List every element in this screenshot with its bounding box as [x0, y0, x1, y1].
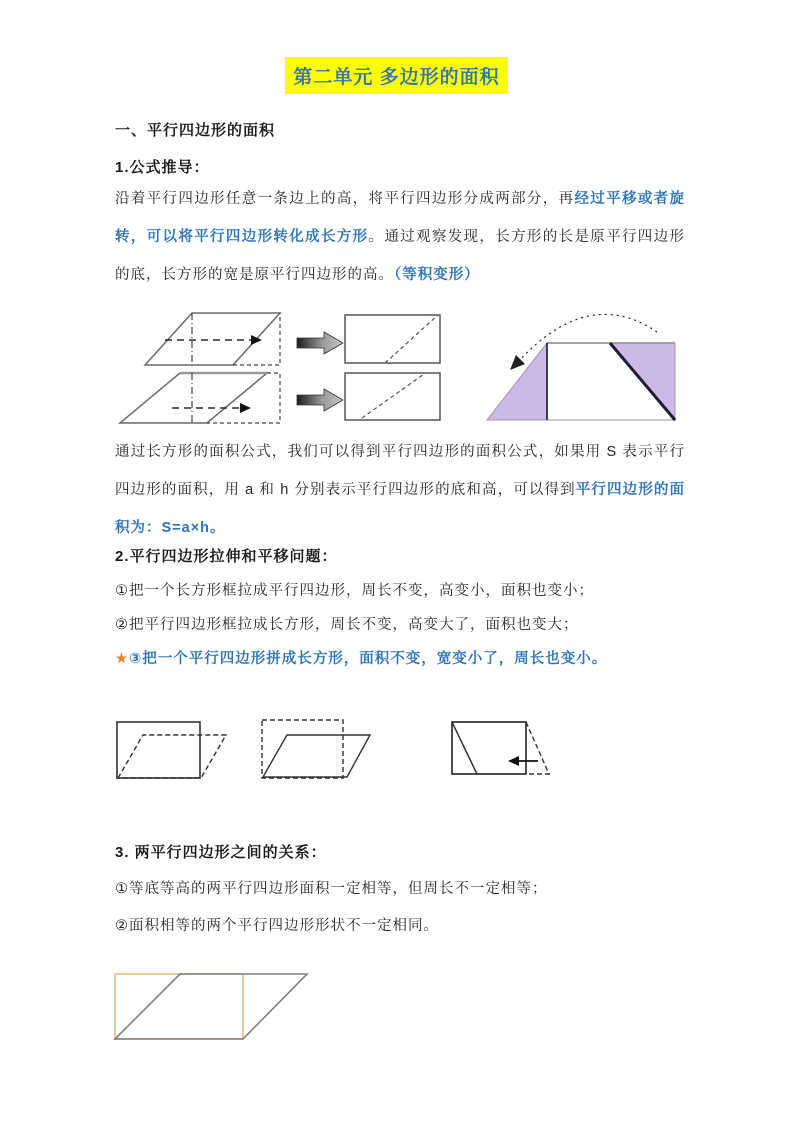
arrowhead-icon: [508, 756, 519, 766]
list-item-2: [115, 614, 715, 636]
text-segment: ①把一个长方形框拉成平行四边形，周长不变，高变小，面积也变小；: [115, 583, 594, 599]
subsection-heading-formula-derivation: 1.公式推导：: [115, 159, 210, 176]
result-rectangle-row1: [345, 315, 440, 363]
text-segment: ★: [115, 651, 129, 667]
equal-area-comparison-figure: [110, 950, 340, 1050]
text-segment: 。通过观察发现，长方形的长是原平行四边形的底，长方形的宽是原平行四边形的高。: [115, 229, 685, 283]
parallelogram-derivation-figure: [110, 295, 690, 430]
parallelogram-cut-diagram-row1: [145, 313, 280, 365]
title-row: [0, 57, 793, 94]
text-segment: （等积变形）: [394, 267, 480, 283]
text-segment: 平行四边形的面积为：S=a×h。: [115, 482, 686, 536]
text-segment: 沿着平行四边形任意一条边上的高，将平行四边形分成两部分，再: [115, 191, 575, 207]
purple-triangle-left: [487, 343, 547, 420]
arrowhead-icon: [240, 403, 251, 413]
rect-to-parallelogram-diagram: [117, 722, 226, 778]
list-item-1: [115, 580, 715, 602]
page-title: 第二单元 多边形的面积: [285, 57, 507, 94]
parallelogram-to-rect-diagram: [262, 720, 370, 778]
text-segment: ③把一个平行四边形拼成长方形，面积不变，宽变小了，周长也变小。: [129, 651, 608, 667]
subsection-heading-stretch-translate: 2.平行四边形拉伸和平移问题：: [115, 548, 338, 565]
parallelogram-cut-diagram-row2: [120, 373, 280, 423]
section-heading-parallelogram-area: 一、平行四边形的面积: [115, 122, 276, 139]
text-segment: ②面积相等的两个平行四边形形状不一定相同。: [115, 918, 439, 934]
transform-arrow-icon: [297, 332, 343, 354]
ghost-slant-dashed: [526, 722, 549, 774]
text-segment: 通过长方形的面积公式，我们可以得到平行四边形的面积公式，如果用 S 表示平行四边形的面积，用 a 和 h 分别表示平行四边形的底和高，可以得到: [115, 444, 685, 498]
text-segment: ①等底等高的两平行四边形面积一定相等，但周长不一定相等；: [115, 881, 548, 897]
paragraph-derivation: [115, 180, 685, 294]
transform-arrow-icon: [297, 389, 343, 411]
list-item-4: [115, 878, 715, 900]
triangle-rotation-figure: [487, 314, 675, 420]
subsection-heading-relations: 3. 两平行四边形之间的关系：: [115, 844, 327, 861]
result-rectangle-row2: [345, 373, 440, 420]
orange-rectangle: [115, 974, 243, 1039]
list-item-5: [115, 915, 715, 937]
text-segment: 经过平移或者旋转，可以将平行四边形转化成长方形: [115, 191, 686, 245]
gray-parallelogram: [115, 974, 307, 1039]
triangle-cut-line: [452, 722, 477, 774]
paragraph-formula: [115, 433, 685, 547]
piece-move-diagram: [452, 722, 550, 774]
list-item-3-starred: [115, 648, 715, 670]
stretch-translate-figure: [110, 695, 560, 795]
text-segment: ②把平行四边形框拉成长方形，周长不变，高变大了，面积也变大；: [115, 617, 579, 633]
